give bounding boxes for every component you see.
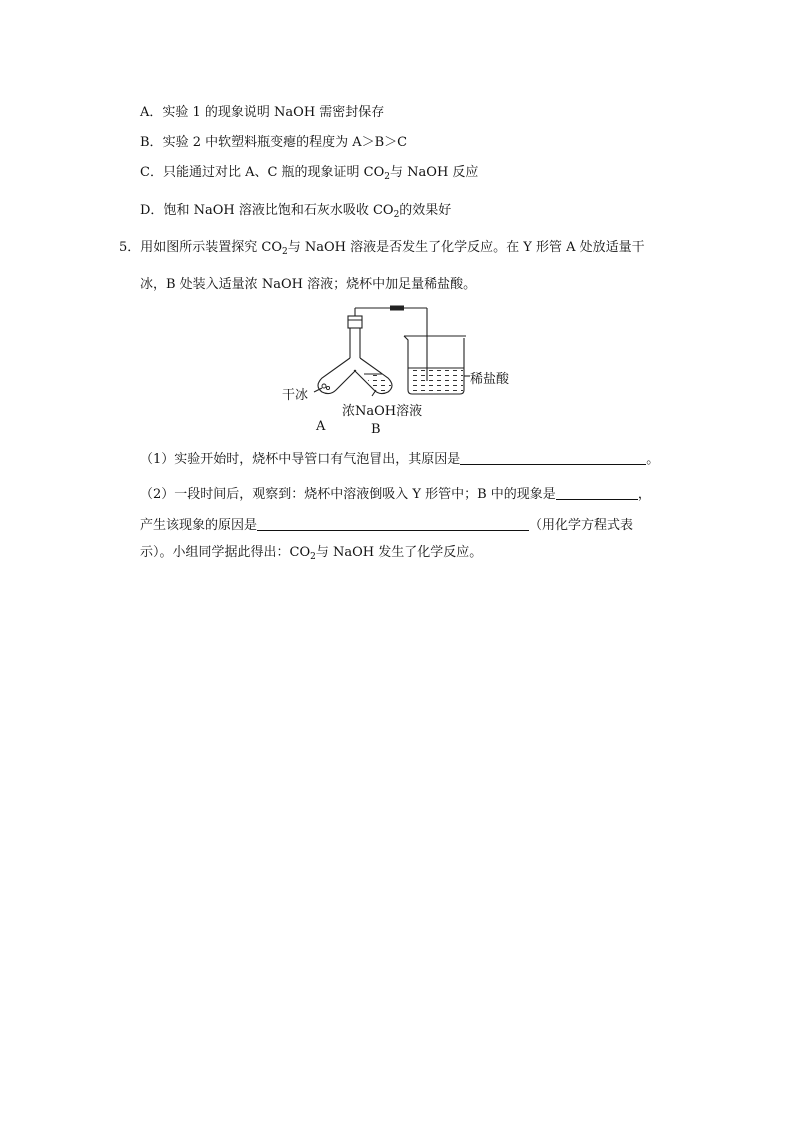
question-number: 5． [119,240,141,255]
part-1-text: （1）实验开始时，烧杯中导管口有气泡冒出，其原因是 [140,452,461,467]
label-a: A [316,419,326,434]
option-d-subscript: 2 [393,210,400,220]
option-d [140,202,451,224]
option-a-label: A． [140,105,163,120]
option-b [140,134,407,152]
option-a [140,104,384,122]
part-2-line-3 [140,544,482,566]
part-1-end: 。 [646,452,660,467]
option-b-text: 实验 2 中软塑料瓶变瘪的程度为 A＞B＞C [162,135,408,150]
q5-line1-after: 与 NaOH 溶液是否发生了化学反应。在 Y 形管 A 处放适量干 [287,240,645,255]
label-b: B [371,422,381,437]
part-2-line-2 [140,516,633,535]
option-d-label: D． [140,203,164,218]
part-2-line-1 [140,485,651,504]
question-5-line-1 [119,239,645,261]
q5-line1-subscript: 2 [282,247,288,257]
option-c-text-after: 与 NaOH 反应 [390,165,479,180]
part-2-line3-after: 与 NaOH 发生了化学反应。 [315,545,483,560]
label-dry-ice: 干冰 [282,388,309,403]
answer-blank-2[interactable] [556,485,638,500]
part-2-comma: ， [637,487,651,502]
q5-line2-text: 冰，B 处装入适量浓 NaOH 溶液；烧杯中加足量稀盐酸。 [140,277,477,292]
option-a-text: 实验 1 的现象说明 NaOH 需密封保存 [162,105,385,120]
part-2-line2-after: （用化学方程式表 [529,518,634,533]
option-c-label: C． [140,165,163,180]
part-2-line3-subscript: 2 [310,552,316,562]
answer-blank-3[interactable] [257,516,529,531]
answer-blank-1[interactable] [460,450,646,465]
part-1 [140,450,659,469]
label-naoh-solution: 浓NaOH溶液 [342,404,423,419]
part-2-line3-before: 示）。小组同学据此得出：CO [140,545,311,560]
option-d-text-after: 的效果好 [399,203,452,218]
question-5-line-2 [140,276,476,294]
part-2-line2-text: 产生该现象的原因是 [140,518,258,533]
option-c-subscript: 2 [384,172,391,182]
part-2-text: （2）一段时间后，观察到：烧杯中溶液倒吸入 Y 形管中；B 中的现象是 [140,487,556,502]
option-b-label: B． [140,135,163,150]
option-c-text-before: 只能通过对比 A、C 瓶的现象证明 CO [162,165,385,180]
q5-line1-before: 用如图所示装置探究 CO [140,240,283,255]
option-d-text-before: 饱和 NaOH 溶液比饱和石灰水吸收 CO [163,203,394,218]
option-c [140,164,478,186]
label-dilute-hcl: 稀盐酸 [470,372,510,387]
